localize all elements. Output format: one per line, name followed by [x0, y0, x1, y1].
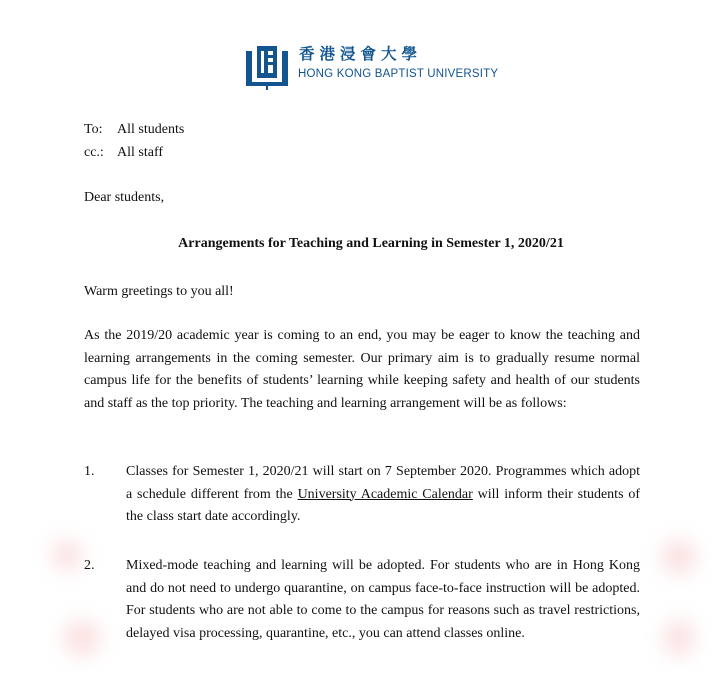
list-item-number: 2. [84, 558, 95, 573]
intro-paragraph: As the 2019/20 academic year is coming to an end, you may be eager to know the teaching and learning arrangements in the coming semester. Our primary aim is to gradually resume normal campus life for the benefits of students’ learning while keeping safety and health of our students and staff as the top priority. The teaching and learning arrangement will be as follows: [84, 328, 640, 411]
academic-calendar-link[interactable]: University Academic Calendar [297, 486, 473, 502]
list-item [84, 461, 640, 529]
recipient-to [84, 119, 184, 142]
university-logo [244, 42, 498, 92]
recipient-value: All staff [117, 144, 164, 160]
greeting: Warm greetings to you all! [84, 284, 234, 299]
list-item-number: 1. [84, 464, 95, 479]
watermark-blob [664, 620, 694, 656]
salutation: Dear students, [84, 190, 165, 205]
logo-text [298, 42, 498, 81]
list-item-text-part: Classes for Semester 1, 2020/21 will start on 7 September 2020. Programmes which adopt a schedule different from the [126, 464, 640, 502]
list-item-text [126, 461, 640, 529]
list-item [84, 555, 640, 645]
recipient-value: All students [117, 122, 185, 137]
watermark-blob [52, 540, 82, 570]
watermark-blob [662, 540, 696, 574]
hkbu-bible-logo-icon [244, 42, 290, 92]
list-item-text-part: will inform their students of the class start date accordingly. [126, 486, 641, 524]
recipients-block [84, 119, 184, 164]
university-name-chinese: 香港浸會大學 [299, 45, 423, 63]
university-name-english: HONG KONG BAPTIST UNIVERSITY [298, 68, 499, 80]
letter-heading: Arrangements for Teaching and Learning in Semester 1, 2020/21 [178, 236, 564, 251]
recipient-cc [84, 142, 184, 165]
recipient-key: cc.: [84, 144, 104, 160]
recipient-key: To: [84, 122, 103, 137]
list-item-text: Mixed-mode teaching and learning will be adopted. For students who are in Hong Kong and do not need to undergo quarantine, on campus face-to-face instruction will be adopted. For students who are not able to come to the campus for reasons such as travel restrictions, delayed visa processing, quarantine, etc., you can attend classes online. [126, 558, 640, 641]
